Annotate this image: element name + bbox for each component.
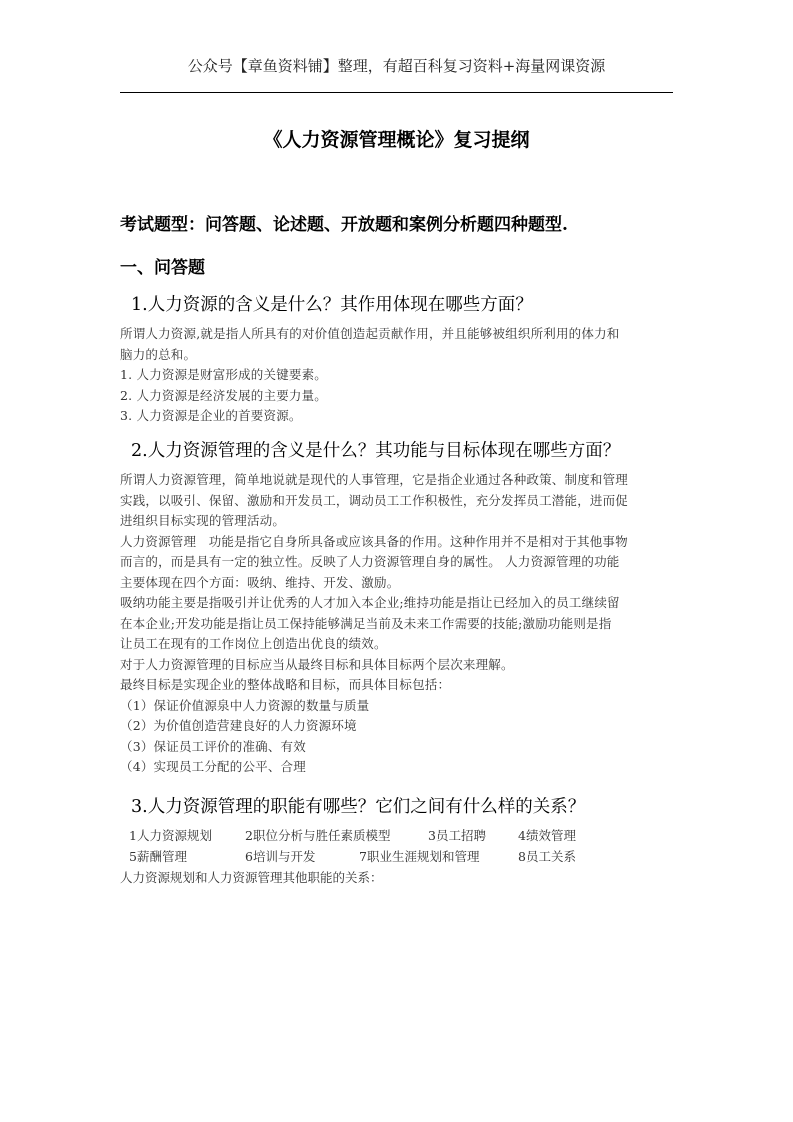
function-item: 4绩效管理 bbox=[518, 828, 576, 843]
functions-row bbox=[120, 846, 680, 867]
answer-line: 所谓人力资源管理，简单地说就是现代的人事管理，它是指企业通过各种政策、制度和管理 bbox=[120, 472, 629, 487]
question-3-heading: 3.人力资源管理的职能有哪些？它们之间有什么样的关系？ bbox=[131, 797, 586, 817]
relation-line bbox=[120, 867, 680, 888]
answer-line: 2. 人力资源是经济发展的主要力量。 bbox=[120, 387, 328, 403]
answer-line: 在本企业;开发功能是指让员工保持能够满足当前及未来工作需要的技能;激励功能则是指 bbox=[120, 615, 612, 631]
answer-line: 进组织目标实现的管理活动。 bbox=[120, 513, 286, 528]
answer-line: 而言的，而是具有一定的独立性。反映了人力资源管理自身的属性。 人力资源管理的功能 bbox=[120, 554, 620, 569]
function-item: 2职位分析与胜任素质模型 bbox=[245, 828, 391, 843]
header-rule bbox=[120, 92, 673, 93]
question-1-answer bbox=[120, 324, 673, 427]
function-item: 7职业生涯规划和管理 bbox=[359, 849, 480, 864]
functions-list bbox=[120, 825, 680, 888]
function-item: 8员工关系 bbox=[518, 849, 576, 864]
question-1-heading: 1.人力资源的含义是什么？其作用体现在哪些方面？ bbox=[131, 295, 533, 315]
answer-line: （2）为价值创造营建良好的人力资源环境 bbox=[120, 718, 357, 733]
answer-line: 脑力的总和。 bbox=[120, 346, 197, 362]
section-heading: 一、问答题 bbox=[120, 258, 205, 278]
answer-line: 最终目标是实现企业的整体战略和目标，而具体目标包括： bbox=[120, 677, 451, 692]
exam-types-line: 考试题型：问答题、论述题、开放题和案例分析题四种题型. bbox=[120, 215, 568, 235]
answer-line: 1. 人力资源是财富形成的关键要素。 bbox=[120, 367, 328, 382]
answer-line: （3）保证员工评价的准确、有效 bbox=[120, 738, 306, 754]
document-title: 《人力资源管理概论》复习提纲 bbox=[263, 129, 530, 151]
functions-row bbox=[120, 825, 680, 846]
answer-line: 3. 人力资源是企业的首要资源。 bbox=[120, 408, 302, 423]
relation-text: 人力资源规划和人力资源管理其他职能的关系： bbox=[120, 870, 383, 885]
answer-line: （1）保证价值源泉中人力资源的数量与质量 bbox=[120, 697, 370, 713]
function-item: 6培训与开发 bbox=[245, 849, 316, 864]
answer-line: 所谓人力资源,就是指人所具有的对价值创造起贡献作用，并且能够被组织所利用的体力和 bbox=[120, 326, 620, 341]
function-item: 5薪酬管理 bbox=[129, 849, 187, 864]
answer-line: 主要体现在四个方面：吸纳、维持、开发、激励。 bbox=[120, 574, 400, 590]
answer-line: （4）实现员工分配的公平、合理 bbox=[120, 759, 306, 774]
answer-line: 人力资源管理 功能是指它自身所具备或应该具备的作用。这种作用并不是相对于其他事物 bbox=[120, 533, 628, 549]
answer-line: 实践，以吸引、保留、激励和开发员工，调动员工工作积极性，充分发挥员工潜能，进而促 bbox=[120, 492, 629, 508]
question-2-heading: 2.人力资源管理的含义是什么？其功能与目标体现在哪些方面？ bbox=[131, 441, 621, 461]
page-header: 公众号【章鱼资料铺】整理，有超百科复习资料+海量网课资源 bbox=[187, 57, 606, 75]
answer-line: 对于人力资源管理的目标应当从最终目标和具体目标两个层次来理解。 bbox=[120, 656, 514, 672]
question-2-answer bbox=[120, 470, 673, 778]
function-item: 3员工招聘 bbox=[428, 828, 486, 843]
answer-line: 让员工在现有的工作岗位上创造出优良的绩效。 bbox=[120, 636, 387, 651]
answer-line: 吸纳功能主要是指吸引并让优秀的人才加入本企业;维持功能是指让已经加入的员工继续留 bbox=[120, 595, 620, 610]
function-item: 1人力资源规划 bbox=[129, 828, 212, 843]
